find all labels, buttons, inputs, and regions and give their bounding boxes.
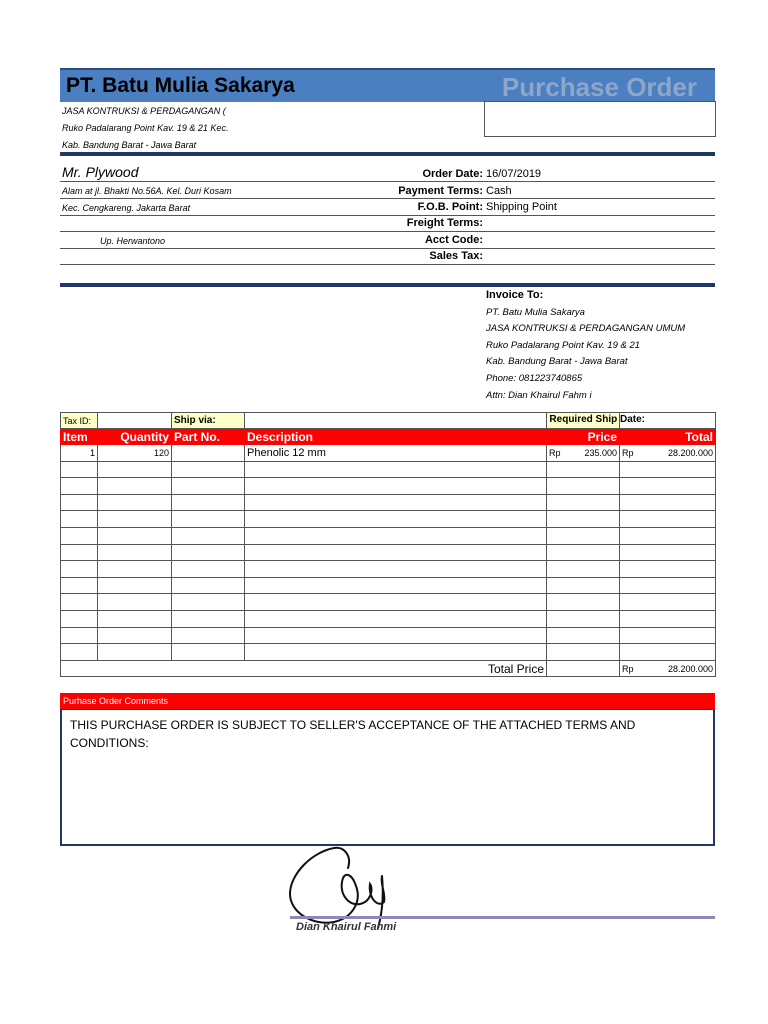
- required-ship-date-cell: [547, 413, 645, 429]
- total-price-label: Total Price: [98, 660, 547, 677]
- invoice-to-line: JASA KONTRUKSI & PERDAGANGAN UMUM: [486, 323, 686, 334]
- vendor-address-2: Kec. Cengkareng. Jakarta Barat: [62, 203, 191, 213]
- invoice-to-line: Phone: 081223740865: [486, 373, 583, 384]
- table-row: [61, 527, 716, 544]
- col-item: Item: [61, 429, 98, 445]
- company-name: PT. Batu Mulia Sakarya: [66, 74, 295, 97]
- table-row: [61, 511, 716, 528]
- tax-id-label: Tax ID:: [61, 413, 98, 429]
- row-line: [60, 231, 715, 232]
- company-line-3: Kab. Bandung Barat - Jawa Barat: [62, 140, 197, 150]
- table-header-row: [61, 429, 716, 445]
- ship-info-row: [61, 413, 716, 429]
- divider: [60, 152, 715, 156]
- comments-text: THIS PURCHASE ORDER IS SUBJECT TO SELLER'S ACCEPTANCE OF THE ATTACHED TERMS AND CONDITIONS:: [70, 718, 636, 750]
- row-quantity: 120: [98, 445, 172, 462]
- table-row: [61, 594, 716, 611]
- table-row: [61, 577, 716, 594]
- table-row: [61, 494, 716, 511]
- col-part-no: Part No.: [172, 429, 245, 445]
- ship-via-label: Ship via:: [172, 413, 245, 429]
- row-description: Phenolic 12 mm: [245, 445, 547, 462]
- ship-via-value: [245, 413, 547, 429]
- freight-terms-label: Freight Terms:: [406, 217, 483, 229]
- invoice-to-line: Ruko Padalarang Point Kav. 19 & 21: [486, 340, 641, 351]
- order-date-value: 16/07/2019: [486, 168, 542, 180]
- title-box: [484, 101, 716, 137]
- price-value: 235.000: [584, 447, 617, 458]
- line-items-table: [60, 412, 716, 677]
- row-part-no: [172, 445, 245, 462]
- invoice-to-line: Attn: Dian Khairul Fahm i: [486, 390, 592, 401]
- price-currency: Rp: [549, 447, 561, 458]
- row-line: [60, 264, 715, 265]
- invoice-to-heading: Invoice To:: [486, 289, 544, 301]
- table-row: [61, 644, 716, 661]
- col-price: Price: [547, 429, 620, 445]
- table-row: [61, 478, 716, 495]
- table-row: [61, 561, 716, 578]
- table-row: [61, 610, 716, 627]
- acct-code-label: Acct Code:: [424, 234, 483, 246]
- col-quantity: Quantity: [98, 429, 172, 445]
- signature-line: [290, 916, 715, 919]
- required-ship-date-label: Required Ship Date:: [549, 414, 645, 425]
- grand-total-currency: Rp: [622, 663, 634, 674]
- col-description: Description: [245, 429, 547, 445]
- comments-heading: Purhase Order Comments: [60, 693, 715, 709]
- row-total: [620, 445, 716, 462]
- row-line: [60, 215, 715, 216]
- row-line: [60, 181, 715, 182]
- comments-box: [60, 709, 715, 846]
- invoice-to-line: PT. Batu Mulia Sakarya: [486, 307, 585, 318]
- col-total: Total: [620, 429, 716, 445]
- fob-label: F.O.B. Point:: [417, 201, 483, 213]
- tax-id-value: [98, 413, 172, 429]
- vendor-attn: Up. Herwantono: [100, 236, 166, 246]
- total-value: 28.200.000: [667, 447, 713, 458]
- table-row: [61, 627, 716, 644]
- company-line-1: JASA KONTRUKSI & PERDAGANGAN (: [62, 106, 226, 116]
- order-date-label: Order Date:: [422, 168, 483, 180]
- header-bar: [60, 68, 715, 102]
- table-row: [61, 445, 716, 462]
- company-line-2: Ruko Padalarang Point Kav. 19 & 21 Kec.: [62, 123, 229, 133]
- row-line: [60, 248, 715, 249]
- row-line: [60, 198, 715, 199]
- row-item: 1: [61, 445, 98, 462]
- grand-total-value: 28.200.000: [667, 663, 713, 674]
- sales-tax-label: Sales Tax:: [429, 250, 483, 262]
- table-row: [61, 461, 716, 478]
- vendor-name: Mr. Plywood: [62, 164, 139, 180]
- row-price: [547, 445, 620, 462]
- invoice-to-line: Kab. Bandung Barat - Jawa Barat: [486, 356, 628, 367]
- signer-name: Dian Khairul Fahmi: [296, 921, 397, 933]
- total-currency: Rp: [622, 447, 634, 458]
- divider: [60, 283, 715, 287]
- total-row: [61, 660, 716, 677]
- vendor-address-1: Alam at jl. Bhakti No.56A. Kel. Duri Kosam: [62, 186, 232, 196]
- payment-terms-label: Payment Terms:: [398, 185, 483, 197]
- table-row: [61, 544, 716, 561]
- document-title: Purchase Order: [501, 72, 697, 102]
- grand-total: [620, 660, 716, 677]
- payment-terms-value: Cash: [486, 185, 512, 197]
- fob-value: Shipping Point: [486, 201, 557, 213]
